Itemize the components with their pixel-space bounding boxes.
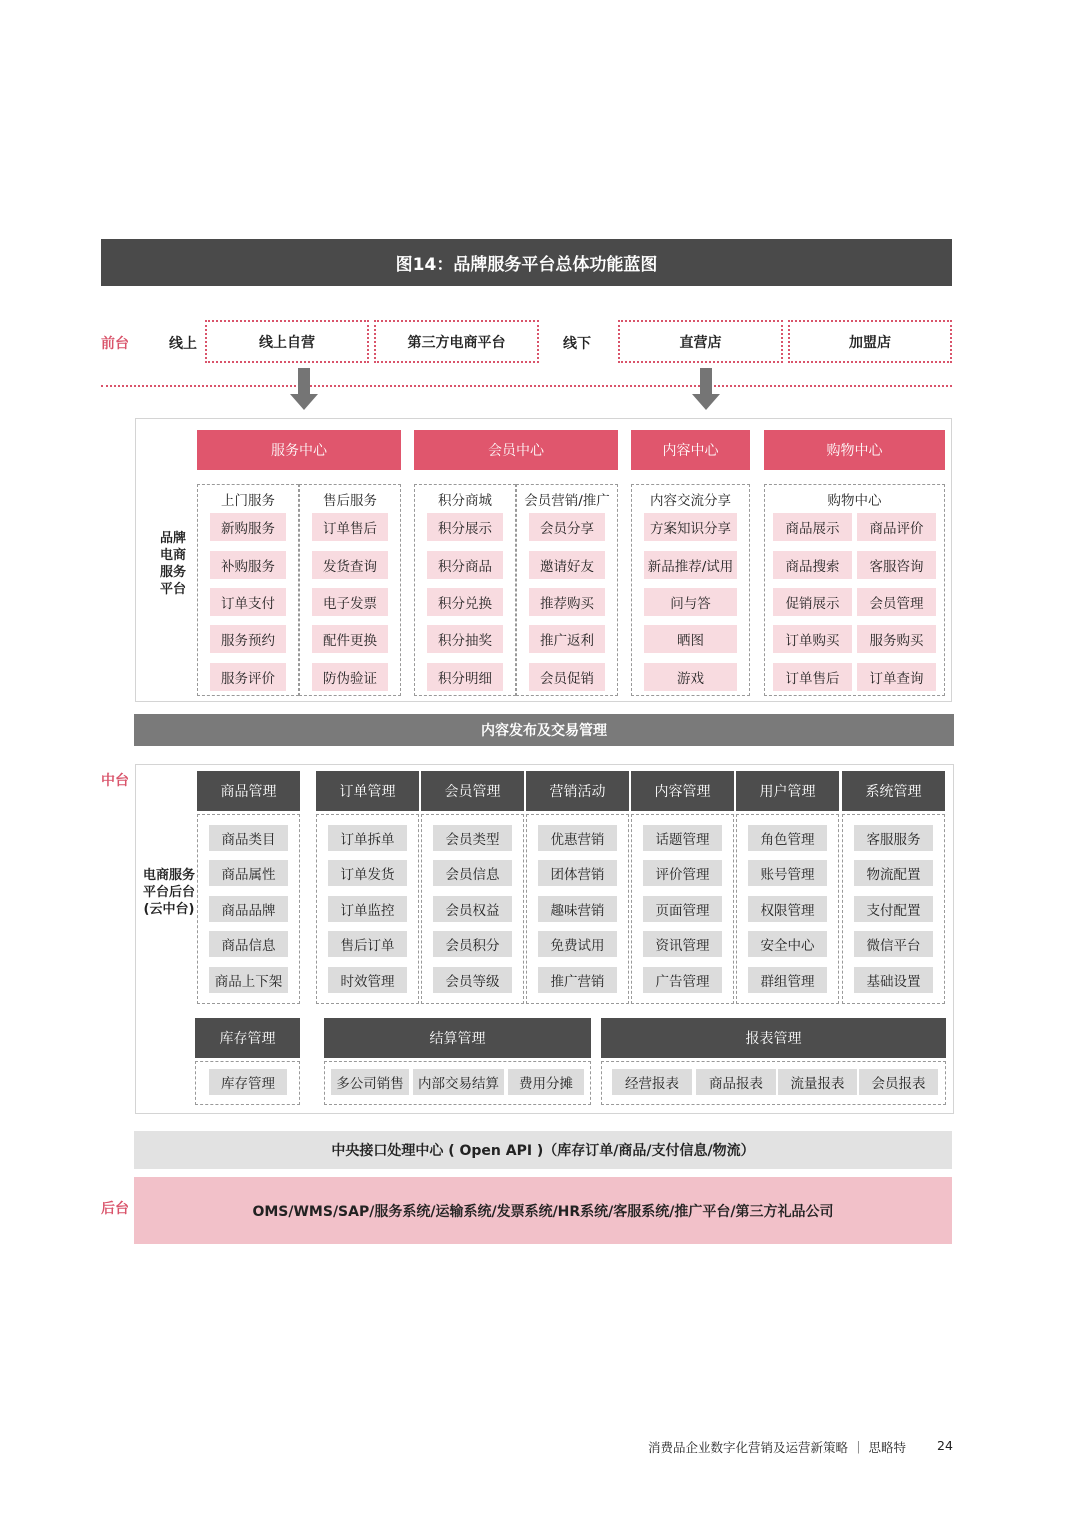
feature-chip: 订单支付 xyxy=(210,588,286,616)
feature-chip: 邀请好友 xyxy=(529,551,605,579)
module-chip: 客服服务 xyxy=(854,825,933,851)
footer-text: 消费品企业数字化营销及运营新策略 ｜ 思略特 xyxy=(648,1440,906,1455)
module-chip: 账号管理 xyxy=(748,860,827,886)
column-head: 售后服务 xyxy=(323,493,377,509)
module-chip: 库存管理 xyxy=(209,1069,287,1095)
module-header: 内容管理 xyxy=(631,771,734,811)
module-chip: 会员报表 xyxy=(859,1069,938,1095)
feature-chip: 会员管理 xyxy=(857,588,936,616)
feature-chip: 服务评价 xyxy=(210,663,286,691)
module-chip: 页面管理 xyxy=(643,896,722,922)
feature-chip: 新购服务 xyxy=(210,513,286,541)
feature-chip: 积分兑换 xyxy=(427,588,503,616)
module-chip: 安全中心 xyxy=(748,931,827,957)
tier-label-back: 后台 xyxy=(101,1201,129,1217)
module-chip: 会员权益 xyxy=(433,896,512,922)
center-header: 购物中心 xyxy=(764,430,945,470)
module-chip: 经营报表 xyxy=(612,1069,692,1095)
module-chip: 商品类目 xyxy=(209,825,288,851)
feature-chip: 电子发票 xyxy=(312,588,388,616)
module-chip: 订单发货 xyxy=(328,860,407,886)
center-header: 会员中心 xyxy=(414,430,618,470)
module-chip: 售后订单 xyxy=(328,931,407,957)
feature-chip: 补购服务 xyxy=(210,551,286,579)
module-header: 库存管理 xyxy=(195,1018,300,1058)
tier-label-front: 前台 xyxy=(101,336,129,352)
front-divider xyxy=(101,385,952,387)
column-head: 积分商城 xyxy=(438,493,492,509)
center-header: 内容中心 xyxy=(631,430,750,470)
feature-chip: 防伪验证 xyxy=(312,663,388,691)
brand-platform-label: 品牌电商服务平台 xyxy=(159,531,186,597)
module-chip: 物流配置 xyxy=(854,860,933,886)
module-chip: 订单监控 xyxy=(328,896,407,922)
offline-label: 线下 xyxy=(563,336,591,352)
feature-chip: 服务预约 xyxy=(210,625,286,653)
feature-chip: 新品推荐/试用 xyxy=(644,551,737,579)
center-header: 服务中心 xyxy=(197,430,401,470)
module-header: 订单管理 xyxy=(316,771,419,811)
feature-chip: 配件更换 xyxy=(312,625,388,653)
module-chip: 推广营销 xyxy=(538,967,617,993)
module-chip: 会员等级 xyxy=(433,967,512,993)
feature-chip: 会员促销 xyxy=(529,663,605,691)
module-chip: 会员类型 xyxy=(433,825,512,851)
column-head: 购物中心 xyxy=(827,493,882,509)
module-chip: 话题管理 xyxy=(643,825,722,851)
module-chip: 群组管理 xyxy=(748,967,827,993)
figure-title: 图14：品牌服务平台总体功能蓝图 xyxy=(101,239,952,286)
module-chip: 内部交易结算 xyxy=(413,1069,504,1095)
channel-online-self: 线上自营 xyxy=(205,320,369,363)
column-head: 内容交流分享 xyxy=(650,493,731,509)
feature-chip: 积分抽奖 xyxy=(427,625,503,653)
module-chip: 基础设置 xyxy=(854,967,933,993)
back-band: OMS/WMS/SAP/服务系统/运输系统/发票系统/HR系统/客服系统/推广平台/第三方礼品公司 xyxy=(134,1177,952,1244)
feature-chip: 订单售后 xyxy=(773,663,852,691)
feature-chip: 促销展示 xyxy=(773,588,852,616)
feature-chip: 推荐购买 xyxy=(529,588,605,616)
feature-chip: 会员分享 xyxy=(529,513,605,541)
module-chip: 商品信息 xyxy=(209,931,288,957)
module-header: 用户管理 xyxy=(736,771,839,811)
module-header: 结算管理 xyxy=(324,1018,591,1058)
module-chip: 流量报表 xyxy=(778,1069,857,1095)
feature-chip: 商品评价 xyxy=(857,513,936,541)
feature-chip: 积分展示 xyxy=(427,513,503,541)
module-header: 系统管理 xyxy=(842,771,945,811)
module-chip: 评价管理 xyxy=(643,860,722,886)
module-chip: 商品属性 xyxy=(209,860,288,886)
module-chip: 趣味营销 xyxy=(538,896,617,922)
module-chip: 商品品牌 xyxy=(209,896,288,922)
down-arrow-icon xyxy=(290,368,318,412)
module-header: 报表管理 xyxy=(601,1018,946,1058)
module-header: 商品管理 xyxy=(197,771,300,811)
feature-chip: 订单查询 xyxy=(857,663,936,691)
feature-chip: 客服咨询 xyxy=(857,551,936,579)
feature-chip: 晒图 xyxy=(644,625,737,653)
module-header: 会员管理 xyxy=(421,771,524,811)
feature-chip: 订单售后 xyxy=(312,513,388,541)
feature-chip: 积分商品 xyxy=(427,551,503,579)
module-chip: 权限管理 xyxy=(748,896,827,922)
feature-chip: 发货查询 xyxy=(312,551,388,579)
feature-chip: 服务购买 xyxy=(857,625,936,653)
module-chip: 商品报表 xyxy=(696,1069,776,1095)
channel-franchise-store: 加盟店 xyxy=(788,320,952,363)
feature-chip: 积分明细 xyxy=(427,663,503,691)
down-arrow-icon xyxy=(692,368,720,412)
module-chip: 会员信息 xyxy=(433,860,512,886)
api-band: 中央接口处理中心 ( Open API )（库存订单/商品/支付信息/物流） xyxy=(134,1131,952,1169)
feature-chip: 商品展示 xyxy=(773,513,852,541)
tier-label-middle: 中台 xyxy=(101,773,129,789)
module-chip: 商品上下架 xyxy=(209,967,288,993)
module-chip: 团体营销 xyxy=(538,860,617,886)
module-header: 营销活动 xyxy=(526,771,629,811)
content-band: 内容发布及交易管理 xyxy=(134,714,954,746)
module-chip: 多公司销售 xyxy=(331,1069,409,1095)
online-label: 线上 xyxy=(169,336,197,352)
module-chip: 资讯管理 xyxy=(643,931,722,957)
module-chip: 微信平台 xyxy=(854,931,933,957)
feature-chip: 问与答 xyxy=(644,588,737,616)
page-number: 24 xyxy=(937,1438,953,1453)
module-chip: 免费试用 xyxy=(538,931,617,957)
module-chip: 角色管理 xyxy=(748,825,827,851)
module-chip: 费用分摊 xyxy=(508,1069,584,1095)
module-chip: 时效管理 xyxy=(328,967,407,993)
module-chip: 优惠营销 xyxy=(538,825,617,851)
column-head: 上门服务 xyxy=(221,493,275,509)
column-head: 会员营销/推广 xyxy=(524,493,610,509)
feature-chip: 游戏 xyxy=(644,663,737,691)
module-chip: 支付配置 xyxy=(854,896,933,922)
channel-third-party-platform: 第三方电商平台 xyxy=(374,320,539,363)
feature-chip: 推广返利 xyxy=(529,625,605,653)
module-chip: 订单拆单 xyxy=(328,825,407,851)
feature-chip: 方案知识分享 xyxy=(644,513,737,541)
module-chip: 广告管理 xyxy=(643,967,722,993)
module-chip: 会员积分 xyxy=(433,931,512,957)
feature-chip: 商品搜索 xyxy=(773,551,852,579)
feature-chip: 订单购买 xyxy=(773,625,852,653)
channel-direct-store: 直营店 xyxy=(618,320,783,363)
backend-platform-label: 电商服务平台后台(云中台) xyxy=(142,868,195,917)
